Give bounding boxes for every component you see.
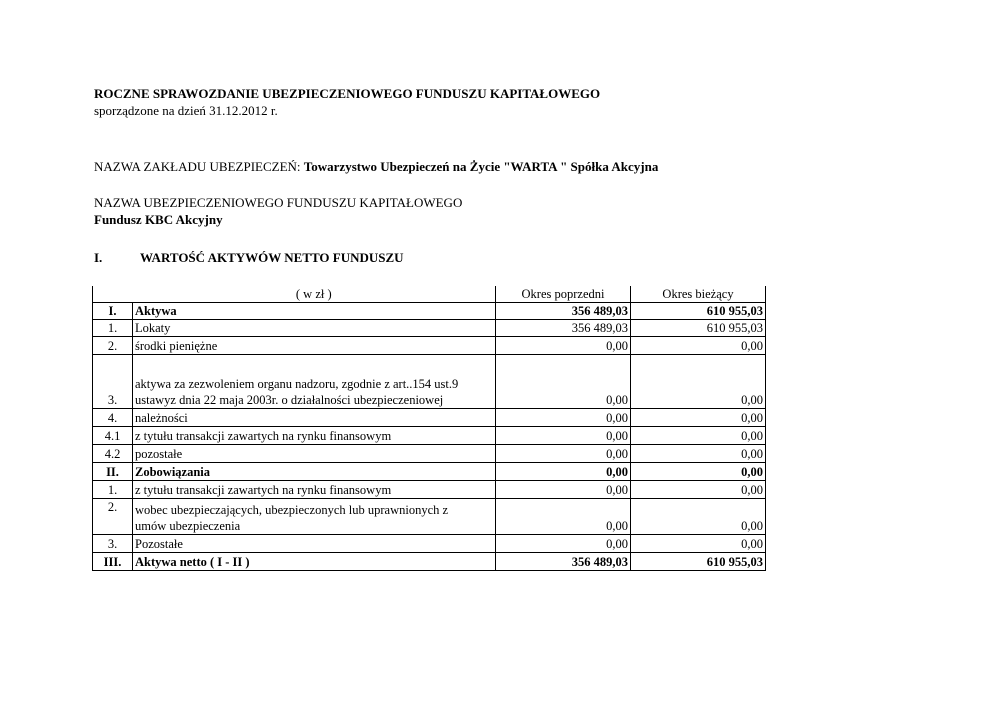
table-row xyxy=(93,355,766,409)
section-number: I. xyxy=(94,250,103,265)
value-previous: 0,00 xyxy=(496,355,631,409)
value-current: 0,00 xyxy=(631,463,766,481)
row-label: środki pieniężne xyxy=(133,337,496,355)
value-previous: 0,00 xyxy=(496,409,631,427)
row-label-line: ustawyz dnia 22 maja 2003r. o działalności ubezpieczeniowej xyxy=(135,393,444,407)
fund-name: Fundusz KBC Akcyjny xyxy=(94,212,223,227)
section-title: WARTOŚĆ AKTYWÓW NETTO FUNDUSZU xyxy=(140,250,404,265)
table-row xyxy=(93,535,766,553)
value-previous: 0,00 xyxy=(496,535,631,553)
row-number: 3. xyxy=(93,535,133,553)
row-label: Pozostałe xyxy=(133,535,496,553)
value-current: 610 955,03 xyxy=(631,320,766,337)
row-number: 1. xyxy=(93,481,133,499)
row-number: 1. xyxy=(93,320,133,337)
row-label-line: umów ubezpieczenia xyxy=(135,519,241,533)
row-number: II. xyxy=(93,463,133,481)
row-number: 2. xyxy=(93,499,133,535)
value-previous: 0,00 xyxy=(496,499,631,535)
value-current: 0,00 xyxy=(631,409,766,427)
row-label: Lokaty xyxy=(133,320,496,337)
row-label: z tytułu transakcji zawartych na rynku finansowym xyxy=(133,427,496,445)
fund-label: NAZWA UBEZPIECZENIOWEGO FUNDUSZU KAPITAŁOWEGO xyxy=(94,195,463,210)
row-label xyxy=(133,355,496,409)
table-row xyxy=(93,481,766,499)
value-previous: 356 489,03 xyxy=(496,320,631,337)
value-current: 0,00 xyxy=(631,427,766,445)
value-previous: 0,00 xyxy=(496,427,631,445)
table-row xyxy=(93,303,766,320)
row-label: pozostałe xyxy=(133,445,496,463)
value-current: 0,00 xyxy=(631,355,766,409)
row-label: należności xyxy=(133,409,496,427)
col-header-previous: Okres poprzedni xyxy=(496,286,631,303)
table-row xyxy=(93,445,766,463)
value-previous: 356 489,03 xyxy=(496,303,631,320)
net-assets-table xyxy=(92,286,766,571)
value-previous: 0,00 xyxy=(496,445,631,463)
table-row xyxy=(93,409,766,427)
value-current: 0,00 xyxy=(631,535,766,553)
row-label: Aktywa netto ( I - II ) xyxy=(133,553,496,571)
table-row xyxy=(93,320,766,337)
row-number: 4.2 xyxy=(93,445,133,463)
row-label-line: wobec ubezpieczających, ubezpieczonych lub uprawnionych z xyxy=(135,503,449,517)
table-row xyxy=(93,499,766,535)
table-row xyxy=(93,337,766,355)
value-current: 610 955,03 xyxy=(631,553,766,571)
value-current: 0,00 xyxy=(631,445,766,463)
col-header-current: Okres bieżący xyxy=(631,286,766,303)
value-previous: 0,00 xyxy=(496,337,631,355)
report-date: sporządzone na dzień 31.12.2012 r. xyxy=(94,103,278,118)
header-cell-empty xyxy=(93,286,133,303)
row-label-line: aktywa za zezwoleniem organu nadzoru, zgodnie z art..154 ust.9 xyxy=(135,377,459,391)
table-row xyxy=(93,553,766,571)
row-number: III. xyxy=(93,553,133,571)
row-number: 2. xyxy=(93,337,133,355)
table-header-row xyxy=(93,286,766,303)
value-current: 0,00 xyxy=(631,481,766,499)
row-number: 4. xyxy=(93,409,133,427)
report-title: ROCZNE SPRAWOZDANIE UBEZPIECZENIOWEGO FUNDUSZU KAPITAŁOWEGO xyxy=(94,86,601,101)
row-number: 3. xyxy=(93,355,133,409)
unit-label: ( w zł ) xyxy=(133,286,496,303)
value-previous: 0,00 xyxy=(496,481,631,499)
row-label xyxy=(133,499,496,535)
row-number: 4.1 xyxy=(93,427,133,445)
row-number: I. xyxy=(93,303,133,320)
value-current: 610 955,03 xyxy=(631,303,766,320)
insurer-line xyxy=(94,159,658,175)
table-row xyxy=(93,463,766,481)
table-row xyxy=(93,427,766,445)
value-previous: 0,00 xyxy=(496,463,631,481)
row-label: z tytułu transakcji zawartych na rynku finansowym xyxy=(133,481,496,499)
value-current: 0,00 xyxy=(631,499,766,535)
insurer-name: Towarzystwo Ubezpieczeń na Życie "WARTA " Spółka Akcyjna xyxy=(303,159,659,174)
value-current: 0,00 xyxy=(631,337,766,355)
row-label: Aktywa xyxy=(133,303,496,320)
value-previous: 356 489,03 xyxy=(496,553,631,571)
row-label: Zobowiązania xyxy=(133,463,496,481)
insurer-label: NAZWA ZAKŁADU UBEZPIECZEŃ: xyxy=(94,159,304,174)
